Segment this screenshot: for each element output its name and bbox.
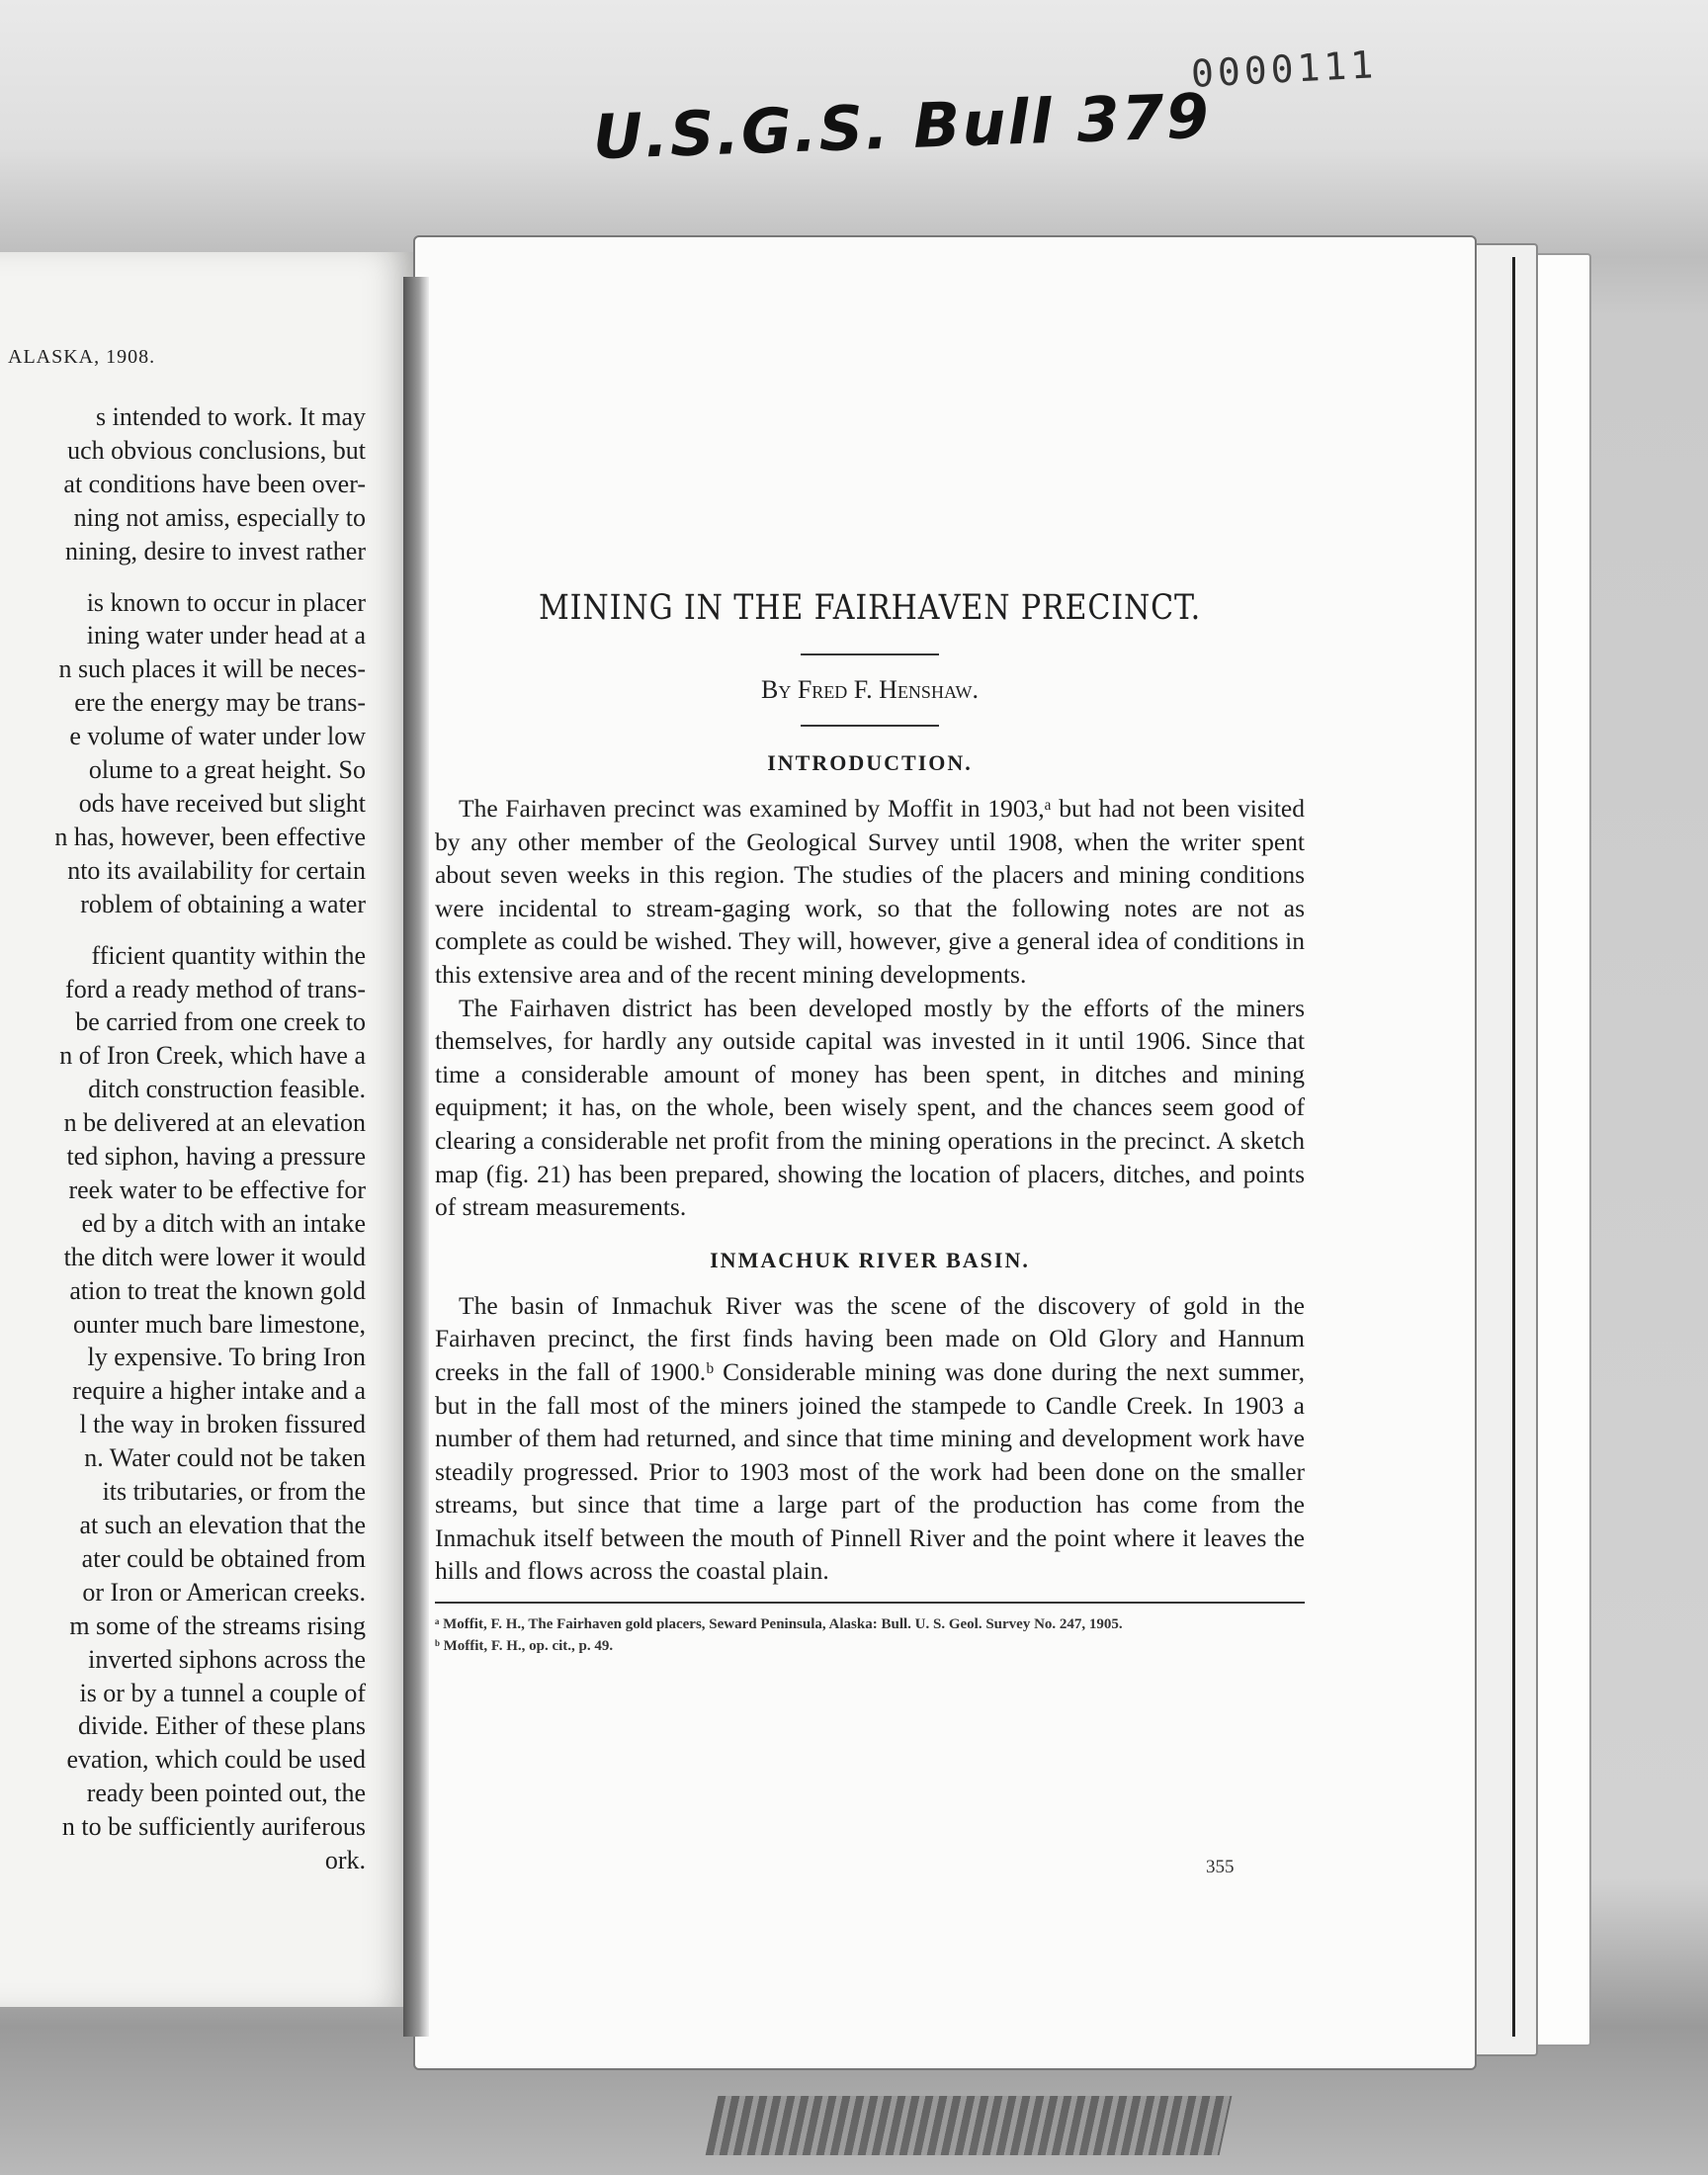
byline-rule [801,725,939,727]
paragraph: The basin of Inmachuk River was the scene of the discovery of gold in the Fairhaven precinct, the first finds having been made on Old Glory and Hannum creeks in the fall of 1900.ᵇ Considerable mining was done during the next summer, but in the fall most of the miners joined the stampede to Candle Creek. In 1903 a number of them had returned, and since that time mining and development work have steadily progressed. Prior to 1903 most of the work had been done on the smaller streams, but since that time a large part of the production has come from the Inmachuk itself between the mouth of Pinnell River and the point where it leaves the hills and flows across the coastal plain. [435,1290,1305,1586]
left-page-line: evation, which could be used [66,1745,366,1775]
left-page-line: fficient quantity within the [91,940,366,970]
left-page-line: n. Water could not be taken [84,1443,366,1473]
left-page-line: n has, however, been effective [54,822,366,851]
left-page-text [0,400,366,1877]
left-page-line: ford a ready method of trans- [65,974,366,1003]
left-page-line: e volume of water under low [69,722,366,751]
left-page-line: or Iron or American creeks. [82,1577,366,1607]
left-page-line: at conditions have been over- [63,469,366,498]
article [435,588,1305,1657]
left-page-line: reek water to be effective for [68,1174,366,1204]
left-page-line: ork. [324,1846,366,1875]
left-page-line: be carried from one creek to [75,1007,366,1037]
title-rule [801,653,939,655]
paragraph-gap [0,568,366,586]
left-page-line: olume to a great height. So [88,755,366,785]
left-page-line: its tributaries, or from the [102,1477,366,1507]
handwritten-label: U.S.G.S. Bull 379 [591,79,1213,174]
left-page-line: ly expensive. To bring Iron [87,1343,366,1372]
left-page-line: ation to treat the known gold [69,1275,366,1305]
footnote: ᵇ Moffit, F. H., op. cit., p. 49. [435,1638,614,1655]
left-page-line: n of Iron Creek, which have a [59,1041,366,1071]
stamp-number: 0000111 [1189,43,1379,96]
left-page-line: is known to occur in placer [86,587,366,617]
left-page-line: at such an elevation that the [79,1511,366,1539]
left-page-line: ining water under head at a [86,621,366,651]
section-heading-inmachuk: INMACHUK RIVER BASIN. [710,1247,1030,1272]
binding-shadow [403,277,429,2037]
left-page-line: n be delivered at an elevation [63,1108,366,1138]
left-page-line: divide. Either of these plans [78,1711,366,1741]
left-page-line: nining, desire to invest rather [65,536,366,566]
article-title: MINING IN THE FAIRHAVEN PRECINCT. [539,588,1201,628]
left-page-line: nto its availability for certain [67,855,366,885]
page-edge-back [1532,253,1591,2046]
left-page-line: is or by a tunnel a couple of [79,1678,366,1707]
left-page-line: n to be sufficiently auriferous [61,1812,366,1842]
left-page-line: ditch construction feasible. [88,1075,366,1104]
left-page-line: roblem of obtaining a water [80,889,366,918]
left-page-header: ALASKA, 1908. [8,346,156,368]
left-page-line: ready been pointed out, the [86,1779,366,1808]
paragraph-gap [0,921,366,939]
byline: By Fred F. Henshaw. [760,675,979,704]
page-number: 355 [1206,1857,1235,1877]
left-page-line: ere the energy may be trans- [74,688,366,718]
left-page-line: ning not amiss, especially to [73,502,366,532]
left-page [0,252,425,2007]
paragraph: The Fairhaven district has been developed mostly by the efforts of the miners themselves, for hardly any outside capital was invested in it until 1906. Since that time a considerable amount of money has been spent, in ditches and mining equipment; it has, on the whole, been wisely spent, and the chances seem good of clearing a considerable net profit from the mining operations in the precinct. A sketch map (fig. 21) has been prepared, showing the location of placers, ditches, and points of stream measurements. [435,993,1305,1222]
left-page-line: l the way in broken fissured [79,1410,366,1439]
left-page-line: the ditch were lower it would [63,1242,366,1271]
scan-smudge [706,2096,1233,2155]
left-page-line: require a higher intake and a [72,1376,366,1406]
footnote: ᵃ Moffit, F. H., The Fairhaven gold placers, Seward Peninsula, Alaska: Bull. U. S. Geol. Survey No. 247, 1905. [435,1616,1123,1633]
left-page-line: inverted siphons across the [88,1644,366,1674]
page-edge-middle [1469,243,1538,2056]
left-page-line: ted siphon, having a pressure [66,1142,366,1172]
section-heading-introduction: INTRODUCTION. [767,750,973,775]
paragraph: The Fairhaven precinct was examined by Moffit in 1903,ᵃ but had not been visited by any other member of the Geological Survey until 1908, when the writer spent about seven weeks in this region. The studies of the placers and mining conditions were incidental to stream-gaging work, so that the following notes are not as complete as could be wished. They will, however, give a general idea of conditions in this extensive area and of the recent mining developments. [435,794,1305,989]
page-edge-rule [1512,257,1515,2037]
left-page-line: ater could be obtained from [81,1543,366,1573]
left-page-line: n such places it will be neces- [58,654,366,684]
left-page-line: s intended to work. It may [96,402,366,431]
left-page-line: ounter much bare limestone, [72,1309,366,1339]
left-page-line: ods have received but slight [78,788,366,818]
left-page-line: ed by a ditch with an intake [81,1208,366,1238]
footnote-rule [435,1602,1305,1604]
left-page-line: uch obvious conclusions, but [67,435,366,465]
left-page-line: m some of the streams rising [69,1610,366,1640]
